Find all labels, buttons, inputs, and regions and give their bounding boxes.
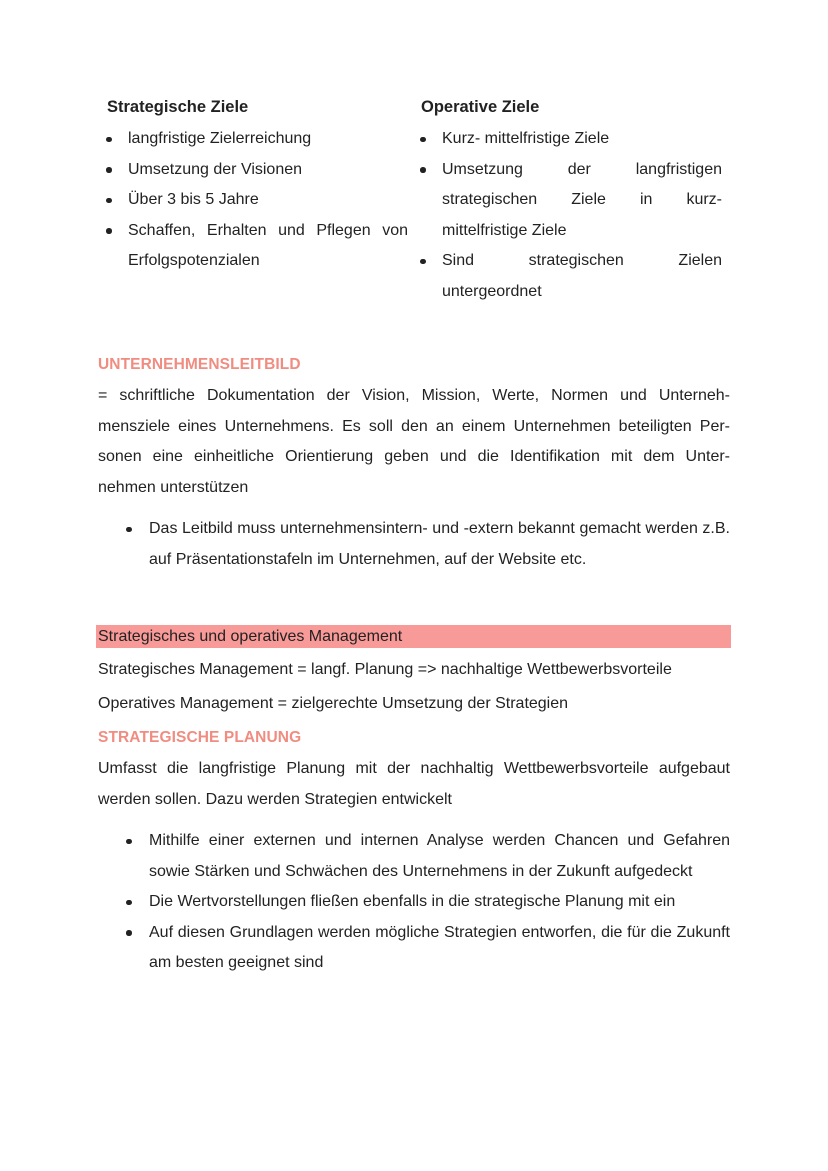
paragraph-line: nehmen unterstützen: [98, 478, 249, 496]
operative-goals-column: [418, 96, 722, 307]
strategic-goals-column: [104, 96, 408, 277]
paragraph-line: Umfasst die langfristige Planung mit der nachhaltig Wettbewerbsvorteile aufgebaut: [98, 760, 730, 777]
list-item: Das Leitbild muss unternehmensintern- und -extern bekannt gemacht werden z.B. auf Präsentationstafeln im Unternehmen, auf der Website etc.: [98, 514, 730, 575]
planung-heading: STRATEGISCHE PLANUNG: [98, 729, 302, 746]
list-item: Die Wertvorstellungen fließen ebenfalls in die strategische Planung mit ein: [98, 887, 730, 918]
operative-goals-title: Operative Ziele: [421, 98, 540, 116]
strategic-management-line: Strategisches Management = langf. Planung => nachhaltige Wettbewerbsvorteile: [98, 661, 672, 678]
list-item: Sind strategischen Zielen untergeordnet: [418, 246, 722, 307]
list-item: Auf diesen Grundlagen werden mögliche Strategien entworfen, die für die Zukunft am besten geeignet sind: [98, 918, 730, 979]
paragraph-line: werden sollen. Dazu werden Strategien entwickelt: [98, 790, 452, 808]
list-item: Mithilfe einer externen und internen Analyse werden Chancen und Gefahren sowie Stärken und Schwächen des Unternehmens in der Zukunft aufgedeckt: [98, 826, 730, 887]
list-item: langfristige Zielerreichung: [104, 124, 408, 155]
paragraph-line: mensziele eines Unternehmens. Es soll den an einem Unternehmen beteiligten Per-: [98, 417, 730, 435]
leitbild-bullets: [98, 514, 730, 575]
list-item: Kurz- mittelfristige Ziele: [418, 124, 722, 155]
leitbild-heading: UNTERNEHMENSLEITBILD: [98, 356, 301, 373]
strategic-goals-title: Strategische Ziele: [107, 98, 249, 116]
leitbild-definition: [98, 381, 730, 503]
paragraph-line: = schriftliche Dokumentation der Vision, Mission, Werte, Normen und Unterneh-: [98, 387, 730, 404]
operative-management-line: Operatives Management = zielgerechte Umsetzung der Strategien: [98, 695, 569, 712]
operative-goals-list: [418, 124, 722, 307]
list-item: Über 3 bis 5 Jahre: [104, 185, 408, 216]
paragraph-line: sonen eine einheitliche Orientierung geben und die Identifikation mit dem Unter-: [98, 448, 730, 465]
management-highlight: Strategisches und operatives Management: [98, 628, 403, 645]
planung-intro: [98, 754, 730, 815]
list-item: Schaffen, Erhalten und Pflegen von Erfolgspotenzialen: [104, 216, 408, 277]
strategic-goals-list: [104, 124, 408, 277]
planung-bullets: [98, 826, 730, 979]
list-item: Umsetzung der langfristigen strategischen Ziele in kurz- mittelfristige Ziele: [418, 155, 722, 247]
list-item: Umsetzung der Visionen: [104, 155, 408, 186]
